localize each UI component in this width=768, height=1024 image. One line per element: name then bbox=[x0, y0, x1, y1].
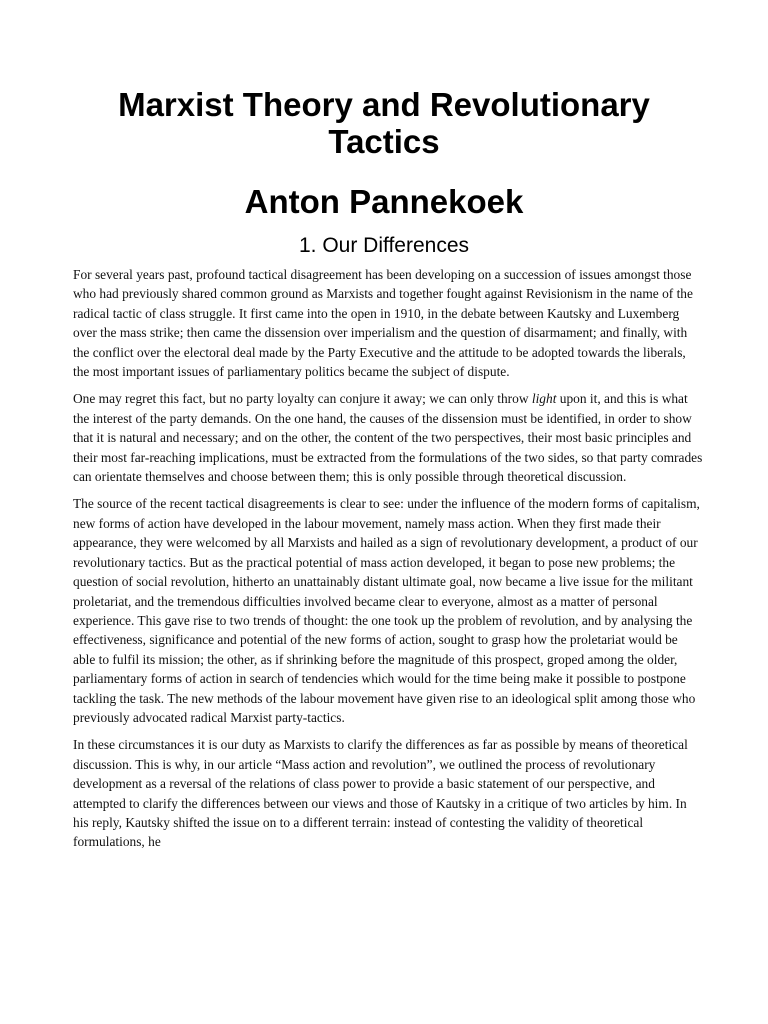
paragraph-3: The source of the recent tactical disagreements is clear to see: under the influence of the modern forms of capitalism, new forms of action have developed in the labour movement, namely mass action. When they first made their appearance, they were welcomed by all Marxists and hailed as a sign of revolutionary development, a product of our revolutionary tactics. But as the practical potential of mass action developed, it began to pose new problems; the question of social revolution, hitherto an unattainably distant ultimate goal, now became a live issue for the militant proletariat, and the tremendous difficulties involved became clear to everyone, almost as a matter of personal experience. This gave rise to two trends of thought: the one took up the problem of revolution, and by analysing the effectiveness, significance and potential of the new forms of action, sought to grasp how the proletariat would be able to fulfil its mission; the other, as if shrinking before the magnitude of this prospect, groped among the older, parliamentary forms of action in search of tendencies which would for the time being make it possible to postpone tackling the task. The new methods of the labour movement have given rise to an ideological split among those who previously advocated radical Marxist party-tactics. bbox=[73, 496, 700, 725]
emphasis-light: light bbox=[531, 391, 557, 407]
paragraph-2 bbox=[73, 389, 703, 486]
paragraph-1: For several years past, profound tactical disagreement has been developing on a succession of issues amongst those who had previously shared common ground as Marxists and together fought against Revisionism in the name of the radical tactic of class struggle. It first came into the open in 1910, in the debate between Kautsky and Luxemberg over the mass strike; then came the dissension over imperialism and the question of disarmament; and finally, with the conflict over the electoral deal made by the Party Executive and the attitude to be adopted towards the liberals, the most important issues of parliamentary politics became the subject of dispute. bbox=[73, 267, 693, 380]
section-heading: 1. Our Differences bbox=[298, 234, 470, 257]
document-author: Anton Pannekoek bbox=[244, 183, 524, 220]
body-text bbox=[73, 265, 703, 860]
document-title: Marxist Theory and Revolutionary Tactics bbox=[118, 86, 650, 160]
paragraph-4: In these circumstances it is our duty as Marxists to clarify the differences as far as possible by means of theoretical discussion. This is why, in our article “Mass action and revolution”, we outlined the process of revolutionary development as a reversal of the relations of class power to provide a basic statement of our perspective, and attempted to clarify the differences between our views and those of Kautsky in a critique of two articles by him. In his reply, Kautsky shifted the issue on to a different terrain: instead of contesting the validity of theoretical formulations, he bbox=[73, 737, 688, 850]
paragraph-2-end: upon it, and this is what the interest of the party demands. On the one hand, the causes of the dissension must be identified, in order to show that it is natural and necessary; and on the other, the content of the two perspectives, their most basic principles and their most far-reaching implications, must be extracted from the formulations of the two sides, so that party comrades can orientate themselves and choose between them; this is only possible through theoretical discussion. bbox=[73, 391, 703, 485]
paragraph-2-start: One may regret this fact, but no party loyalty can conjure it away; we can only throw bbox=[73, 391, 532, 407]
